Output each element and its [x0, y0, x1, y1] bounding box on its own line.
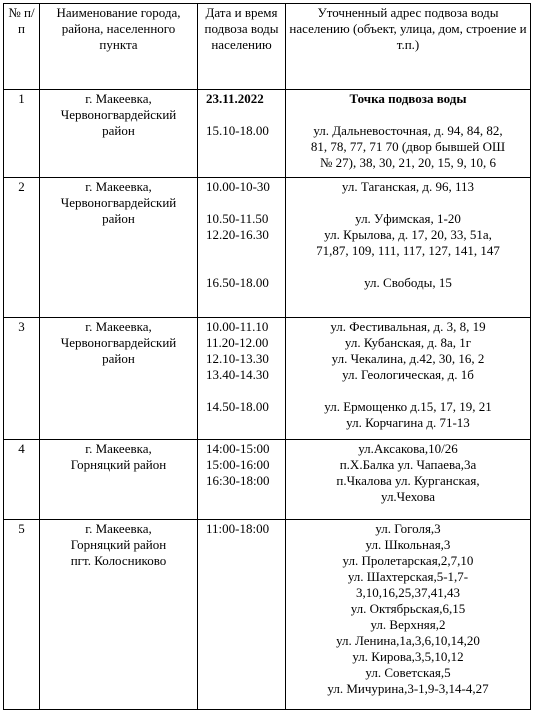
- blank-line: [288, 383, 528, 399]
- time-slot: 11:00-18:00: [206, 521, 270, 536]
- row-number: 4: [4, 440, 40, 520]
- time-slot: 15.10-18.00: [206, 123, 269, 138]
- location-line: г. Макеевка,: [85, 179, 152, 194]
- header-time: Дата и время подвоза воды населению: [198, 4, 286, 90]
- table-row: [4, 318, 531, 440]
- address-line: ул. Верхняя,2: [370, 617, 446, 632]
- row-date: 23.11.2022: [206, 91, 264, 106]
- location-line: Горняцкий район: [70, 537, 167, 552]
- time-slot: 16:30-18:00: [206, 473, 270, 488]
- address-line: ул. Ермощенко д.15, 17, 19, 21: [324, 399, 492, 414]
- address-line: п.Х.Балка ул. Чапаева,3а: [339, 457, 477, 472]
- location-line: район: [102, 351, 135, 366]
- address-line: ул. Школьная,3: [365, 537, 451, 552]
- row-location: [40, 440, 198, 520]
- table-row: [4, 520, 531, 710]
- location-line: район: [102, 211, 135, 226]
- address-line: ул. Ленина,1а,3,6,10,14,20: [336, 633, 480, 648]
- table-row: [4, 90, 531, 178]
- row-number: 3: [4, 318, 40, 440]
- address-line: ул. Пролетарская,2,7,10: [342, 553, 474, 568]
- location-line: г. Макеевка,: [85, 319, 152, 334]
- blank-line: [200, 243, 283, 259]
- location-line: г. Макеевка,: [85, 91, 152, 106]
- address-line: ул. Кубанская, д. 8а, 1г: [344, 335, 472, 350]
- time-slot: 12.20-16.30: [206, 227, 269, 242]
- address-line: 3,10,16,25,37,41,43: [356, 585, 460, 600]
- address-line: ул.Аксакова,10/26: [358, 441, 458, 456]
- time-slot: 13.40-14.30: [206, 367, 269, 382]
- row-address: [286, 318, 531, 440]
- row-address: [286, 440, 531, 520]
- address-line: ул. Уфимская, 1-20: [355, 211, 461, 226]
- time-slot: 10.50-11.50: [206, 211, 269, 226]
- location-line: Червоногвардейский: [60, 107, 177, 122]
- delivery-point-title: Точка подвоза воды: [349, 91, 467, 106]
- table-header-row: [4, 4, 531, 90]
- address-line: ул. Геологическая, д. 1б: [342, 367, 474, 382]
- row-time: [198, 178, 286, 318]
- location-line: пгт. Колосниково: [70, 553, 167, 568]
- blank-line: [200, 383, 283, 399]
- address-line: ул. Советская,5: [365, 665, 451, 680]
- address-line: ул. Октябрьская,6,15: [350, 601, 466, 616]
- time-slot: 15:00-16:00: [206, 457, 270, 472]
- row-location: [40, 178, 198, 318]
- row-number: 5: [4, 520, 40, 710]
- table-row: [4, 440, 531, 520]
- time-slot: 14:00-15:00: [206, 441, 270, 456]
- row-address: [286, 520, 531, 710]
- address-line: 71,87, 109, 111, 117, 127, 141, 147: [316, 243, 500, 258]
- address-line: ул. Шахтерская,5-1,7-: [347, 569, 469, 584]
- row-location: [40, 90, 198, 178]
- address-line: № 27), 38, 30, 21, 20, 15, 9, 10, 6: [320, 155, 496, 170]
- blank-line: [288, 259, 528, 275]
- row-number: 1: [4, 90, 40, 178]
- address-line: ул. Мичурина,3-1,9-3,14-4,27: [327, 681, 489, 696]
- header-name: Наименование города, района, населенного пункта: [40, 4, 198, 90]
- row-number: 2: [4, 178, 40, 318]
- table-row: [4, 178, 531, 318]
- time-slot: 10.00-11.10: [206, 319, 269, 334]
- blank-line: [288, 107, 528, 123]
- row-time: [198, 90, 286, 178]
- blank-line: [200, 195, 283, 211]
- time-slot: 12.10-13.30: [206, 351, 269, 366]
- location-line: Горняцкий район: [70, 457, 167, 472]
- address-line: ул. Кирова,3,5,10,12: [352, 649, 464, 664]
- row-location: [40, 520, 198, 710]
- address-line: ул. Свободы, 15: [364, 275, 452, 290]
- address-line: ул. Дальневосточная, д. 94, 84, 82,: [313, 123, 503, 138]
- row-location: [40, 318, 198, 440]
- header-number: № п/п: [4, 4, 40, 90]
- location-line: Червоногвардейский: [60, 335, 177, 350]
- row-address: [286, 178, 531, 318]
- water-delivery-table: [3, 3, 531, 710]
- time-slot: 10.00-10-30: [206, 179, 270, 194]
- location-line: Червоногвардейский: [60, 195, 177, 210]
- blank-line: [200, 107, 283, 123]
- address-line: 81, 78, 77, 71 70 (двор бывшей ОШ: [310, 139, 506, 154]
- address-line: ул. Гоголя,3: [375, 521, 441, 536]
- blank-line: [200, 259, 283, 275]
- address-line: ул. Чекалина, д.42, 30, 16, 2: [331, 351, 485, 366]
- address-line: ул. Крылова, д. 17, 20, 33, 51а,: [324, 227, 492, 242]
- row-time: [198, 440, 286, 520]
- time-slot: 16.50-18.00: [206, 275, 269, 290]
- address-line: ул. Фестивальная, д. 3, 8, 19: [330, 319, 486, 334]
- address-line: ул. Таганская, д. 96, 113: [341, 179, 475, 194]
- address-line: ул. Корчагина д. 71-13: [346, 415, 470, 430]
- header-address: Уточненный адрес подвоза воды населению (объект, улица, дом, строение и т.п.): [286, 4, 531, 90]
- time-slot: 14.50-18.00: [206, 399, 269, 414]
- location-line: г. Макеевка,: [85, 521, 152, 536]
- address-line: ул.Чехова: [381, 489, 435, 504]
- blank-line: [288, 195, 528, 211]
- row-address: [286, 90, 531, 178]
- row-time: [198, 318, 286, 440]
- address-line: п.Чкалова ул. Курганская,: [336, 473, 480, 488]
- row-time: [198, 520, 286, 710]
- location-line: г. Макеевка,: [85, 441, 152, 456]
- location-line: район: [102, 123, 135, 138]
- time-slot: 11.20-12.00: [206, 335, 269, 350]
